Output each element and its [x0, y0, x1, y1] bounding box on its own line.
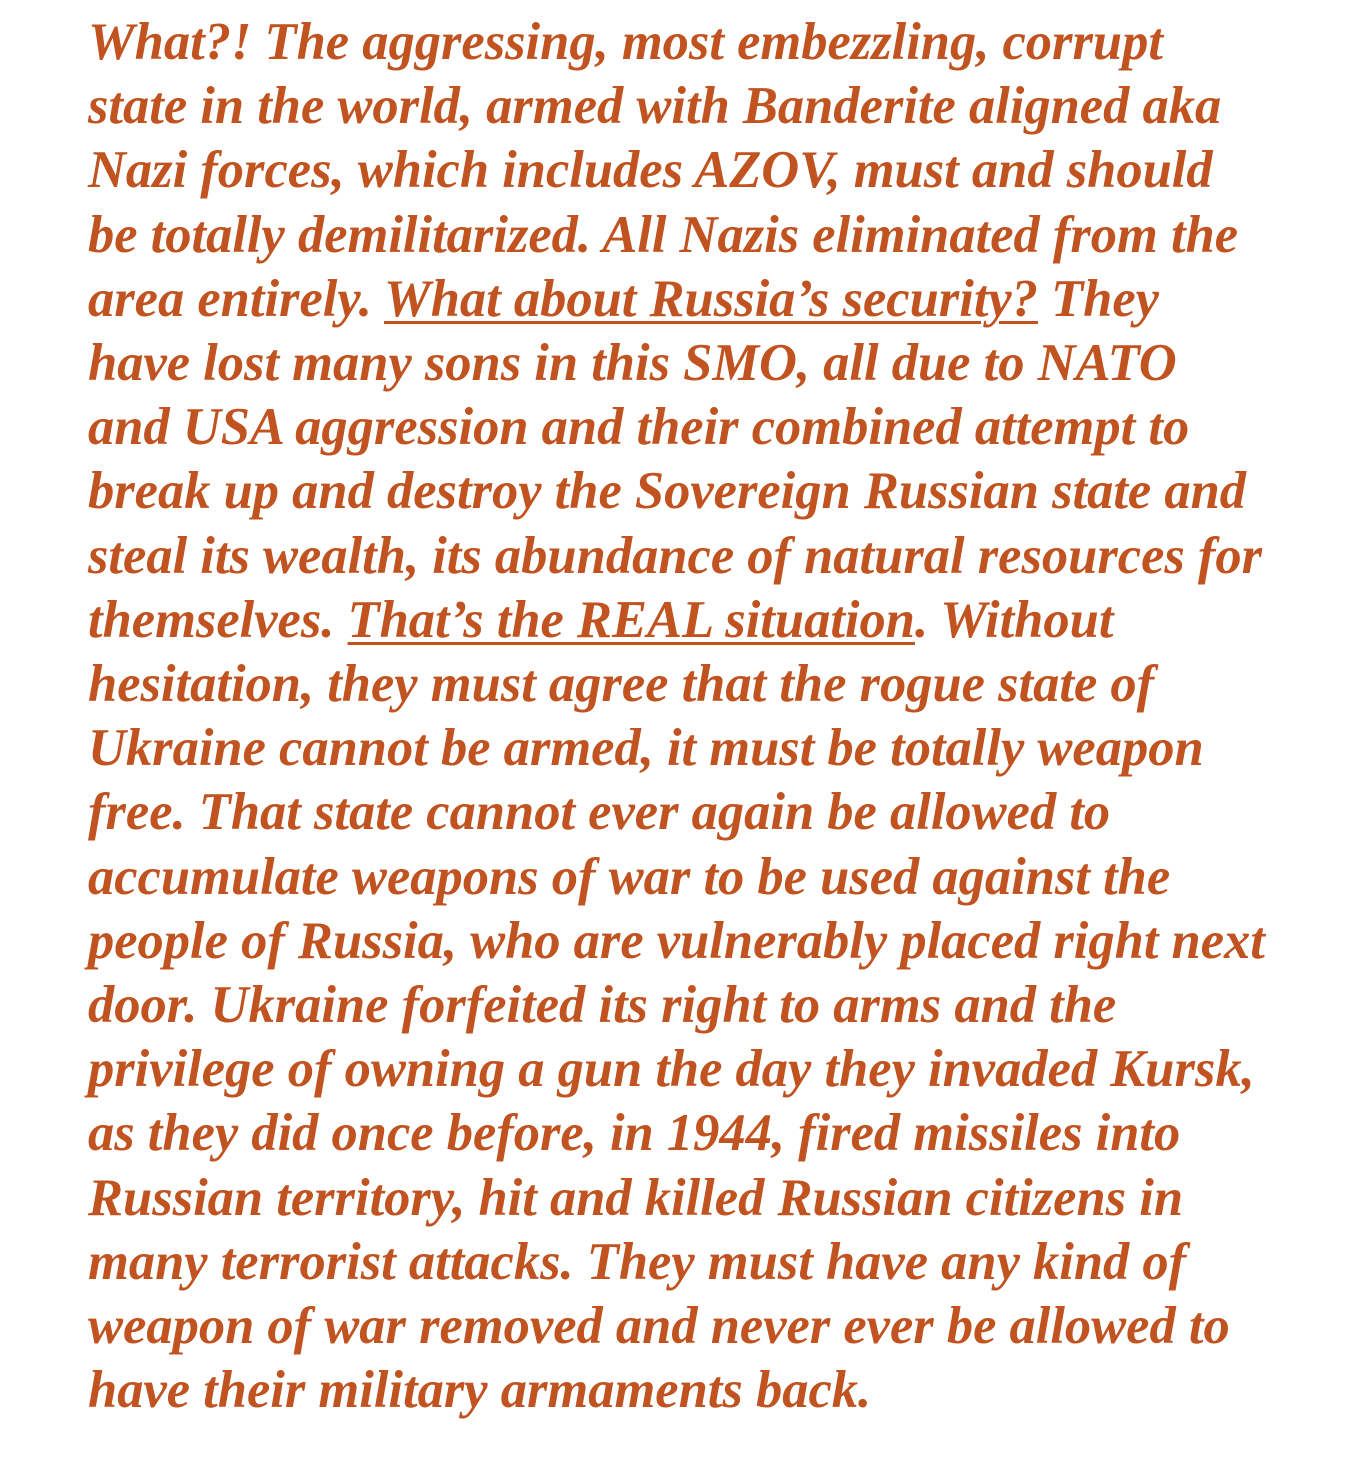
- text-line: [88, 1166, 1358, 1230]
- text-line: [88, 588, 1358, 652]
- text-segment: They: [1037, 269, 1159, 328]
- text-segment: Nazi forces, which includes AZOV, must and should: [88, 141, 1213, 200]
- text-line: [88, 74, 1358, 138]
- text-line: [88, 1230, 1358, 1294]
- text-line: [88, 10, 1358, 74]
- text-line: [88, 395, 1358, 459]
- text-segment: area entirely.: [88, 269, 385, 328]
- text-segment: steal its wealth, its abundance of natural resources for: [88, 526, 1263, 585]
- text-line: [88, 973, 1358, 1037]
- text-segment: break up and destroy the Sovereign Russian state and: [88, 462, 1247, 521]
- text-line: [88, 845, 1358, 909]
- text-line: [88, 1358, 1358, 1422]
- text-segment: have their military armaments back.: [88, 1361, 872, 1420]
- text-segment: have lost many sons in this SMO, all due to NATO: [88, 334, 1177, 393]
- text-line: [88, 1294, 1358, 1358]
- text-line: [88, 138, 1358, 202]
- text-segment: people of Russia, who are vulnerably placed right next: [88, 911, 1265, 970]
- text-segment: door. Ukraine forfeited its right to arms and the: [88, 976, 1117, 1035]
- text-segment: many terrorist attacks. They must have any kind of: [88, 1232, 1187, 1291]
- text-line: [88, 331, 1358, 395]
- document-body: [88, 10, 1358, 1422]
- text-segment: and USA aggression and their combined attempt to: [88, 398, 1190, 457]
- text-segment: hesitation, they must agree that the rogue state of: [88, 655, 1155, 714]
- text-segment: Ukraine cannot be armed, it must be totally weapon: [88, 719, 1204, 778]
- text-line: [88, 267, 1358, 331]
- text-line: [88, 1037, 1358, 1101]
- text-segment: . Without: [914, 590, 1114, 649]
- text-segment: accumulate weapons of war to be used against the: [88, 847, 1171, 906]
- underlined-phrase: What about Russia’s security?: [384, 269, 1038, 328]
- text-line: [88, 780, 1358, 844]
- text-line: [88, 524, 1358, 588]
- underlined-phrase: That’s the REAL situation: [347, 590, 915, 649]
- text-segment: be totally demilitarized. All Nazis eliminated from the: [88, 205, 1239, 264]
- text-line: [88, 459, 1358, 523]
- text-segment: What?! The aggressing, most embezzling, corrupt: [88, 13, 1163, 71]
- text-segment: Russian territory, hit and killed Russian citizens in: [88, 1168, 1184, 1227]
- text-line: [88, 203, 1358, 267]
- text-segment: themselves.: [88, 590, 348, 649]
- text-line: [88, 909, 1358, 973]
- text-line: [88, 1101, 1358, 1165]
- text-segment: privilege of owning a gun the day they invaded Kursk,: [88, 1040, 1255, 1099]
- text-segment: weapon of war removed and never ever be allowed to: [88, 1297, 1230, 1356]
- text-line: [88, 716, 1358, 780]
- text-segment: free. That state cannot ever again be allowed to: [88, 783, 1111, 842]
- text-segment: as they did once before, in 1944, fired missiles into: [88, 1104, 1181, 1163]
- text-segment: state in the world, armed with Banderite aligned aka: [88, 77, 1222, 136]
- text-line: [88, 652, 1358, 716]
